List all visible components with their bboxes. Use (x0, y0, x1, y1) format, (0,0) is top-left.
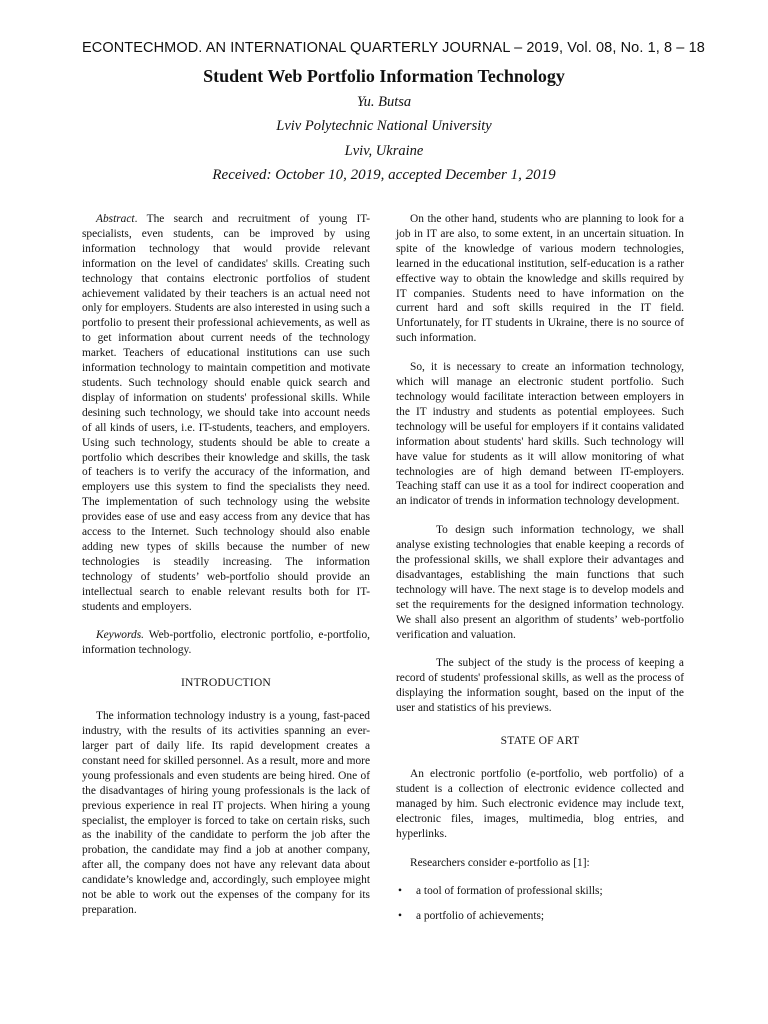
body-paragraph-3: To design such information technology, we shall analyse existing technologies that enable keeping a records of the professional skills, we shall explore their advantages and disadvantages, establishing the main functions that such technology will have. The next stage is to develop models and set the requirements for the designed information technology. We shall also present an algorithm of students’ web-portfolio verification and valuation. (396, 524, 684, 641)
keywords-paragraph (82, 628, 370, 658)
affiliation: Lviv Polytechnic National University (276, 118, 492, 134)
left-column (82, 212, 370, 932)
abstract-text: . The search and recruitment of young IT-specialists, even students, can be improved by using information technology that would provide relevant information on the level of candidates' skills. Creating such technology that contains electronic portfolios of student achievement validated by their teachers is an actual need not only for employers. Students are also interested in using such a portfolio to present their professional achievements, as well as to get information about current needs of the technology market. Teachers of educational institutions can use such information technology to maintain competition and motivate students. Such technology should enable quick search and display of information on students' professional skills. While desining such technology, we should take into account needs of all kinds of users, i.e. IT-students, teachers, and employers. Using such technology, students should be able to create a portfolio which describes their knowledge and skills, the task of teachers is to verify the accuracy of the information, and employers use this system to find the specialists they need. The implementation of such technology using the website provides ease of use and easy access from any device that has access to the Internet. Such technology should also enable adding new types of skills because the number of new technologies is steadily increasing. The information technology of students’ web-portfolio should provide an intellectual search to enable relevant results both for IT-students and employers. (82, 213, 370, 613)
body-paragraph-5: An electronic portfolio (e-portfolio, web portfolio) of a student is a collection of electronic evidence collected and managed by him. Such electronic evidence may include text, electronic files, images, multimedia, blog entries, and hyperlinks. (396, 768, 684, 840)
abstract-label: Abstract (96, 213, 135, 225)
paper-title: Student Web Portfolio Information Technology (203, 66, 565, 86)
body-paragraph-4: The subject of the study is the process of keeping a record of students' professional skills, as well as the process of displaying the information sought, based on the input of the user and statistics of his previews. (396, 657, 684, 715)
keywords-label: Keywords. (96, 629, 144, 642)
keywords-text: Web-portfolio, electronic portfolio, e-portfolio, information technology. (82, 629, 370, 657)
author-name: Yu. Butsa (356, 94, 412, 110)
introduction-paragraph: The information technology industry is a young, fast-paced industry, with the results of its activities spanning an ever-larger part of daily life. Its rapid development creates a constant need for skilled personnel. As a result, more and more young professionals and even students are being hired. One of the disadvantages of hiring young professionals is the lack of previous experience in real IT projects. When hiring a young specialist, the employer is forced to take on certain risks, such as the inability of the candidate to perform the job after the probation, the candidate may find a job at another company, after all, the company does not have any relevant data about candidate’s knowledge and, accordingly, such employee might not be able to work out the expenses of the company for its preparation. (82, 710, 370, 916)
location: Lviv, Ukraine (344, 143, 424, 159)
section-heading-state-of-art: STATE OF ART (500, 734, 580, 748)
bullet-list (396, 884, 684, 924)
right-column (396, 212, 684, 934)
journal-header: ECONTECHMOD. AN INTERNATIONAL QUARTERLY JOURNAL – 2019, Vol. 08, No. 1, 8 – 18 (82, 40, 705, 56)
abstract-paragraph (82, 212, 370, 614)
list-item: • a tool of formation of professional skills; (396, 884, 684, 899)
section-heading-introduction: INTRODUCTION (181, 676, 271, 690)
list-item: • a portfolio of achievements; (396, 909, 684, 924)
body-paragraph-6: Researchers consider e-portfolio as [1]: (410, 856, 590, 869)
received-date: Received: October 10, 2019, accepted December 1, 2019 (212, 167, 556, 183)
body-paragraph-1: On the other hand, students who are planning to look for a job in IT are also, to some extent, in an uncertain situation. In spite of the knowledge of various modern technologies, learned in the educational institution, self-education is a rather effective way to obtain the knowledge and skills required by IT companies. Students need to have information on the current hard and soft skills required in the IT field. Unfortunately, for IT students in Ukraine, there is no source of such information. (396, 213, 684, 345)
body-paragraph-2: So, it is necessary to create an information technology, which will manage an electronic student portfolio. Such technology would facilitate interaction between employers in the IT industry and students as potential employees. Such technology will be useful for employers if it contains validated information about students' hard skills. Such technology will have value for students as it will allow monitoring of what technologies are of high demand between IT-employers. Teaching staff can use it as a tool for indirect cooperation and an indicator of trends in information technology development. (396, 361, 684, 508)
